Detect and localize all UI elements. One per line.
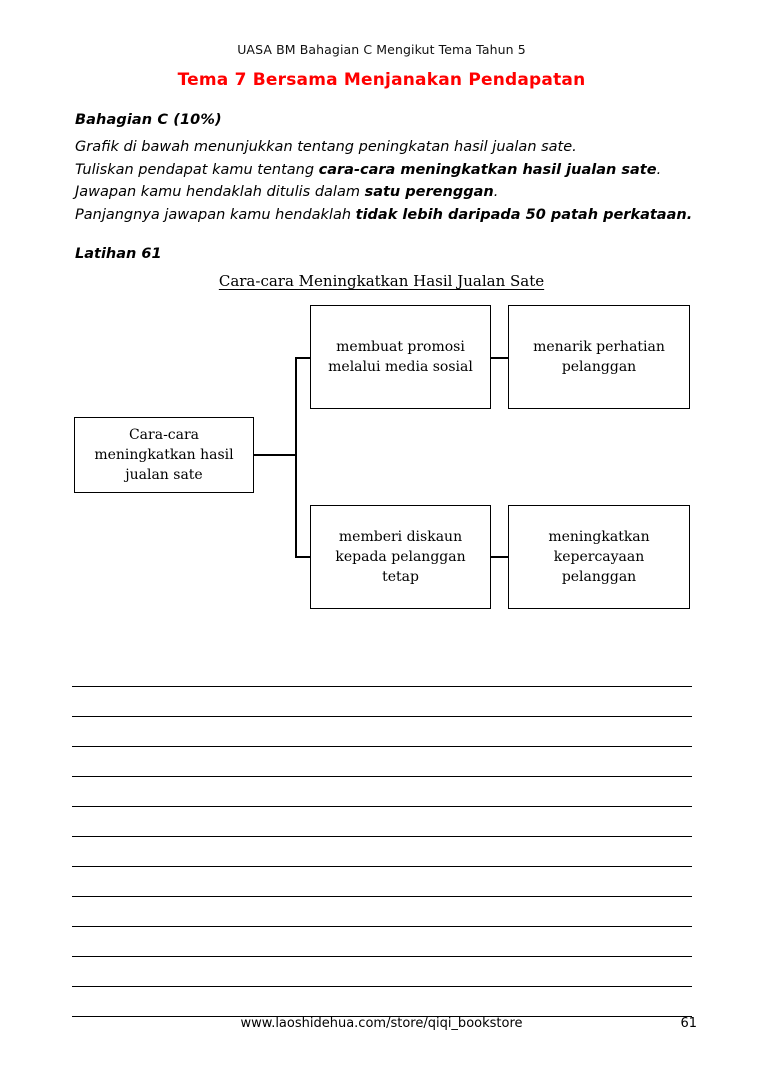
answer-line[interactable]: [72, 927, 692, 957]
running-head: UASA BM Bahagian C Mengikut Tema Tahun 5: [237, 42, 526, 57]
answer-line[interactable]: [72, 657, 692, 687]
answer-line[interactable]: [72, 777, 692, 807]
node-branch-2-effect: meningkatkan kepercayaan pelanggan: [508, 505, 690, 609]
answer-writing-area[interactable]: [72, 657, 692, 1017]
connector-branch-2-cause-to-effect: [491, 556, 509, 558]
answer-line[interactable]: [72, 867, 692, 897]
answer-line[interactable]: [72, 897, 692, 927]
instruction-line-3-emphasis: satu perenggan: [364, 184, 494, 200]
instructions-block: [75, 136, 705, 226]
connector-to-branch-2: [295, 556, 311, 558]
connector-to-branch-1: [295, 357, 311, 359]
instruction-line-4-lead: Panjangnya jawapan kamu hendaklah: [75, 206, 356, 223]
answer-line[interactable]: [72, 837, 692, 867]
diagram-title: Cara-cara Meningkatkan Hasil Jualan Sate: [218, 272, 545, 290]
instruction-line-4-emphasis: tidak lebih daripada 50 patah perkataan.: [355, 206, 693, 223]
instruction-line-3: [75, 181, 705, 204]
section-label: Bahagian C (10%): [75, 112, 222, 128]
node-branch-1-cause: membuat promosi melalui media sosial: [310, 305, 491, 409]
page-number: 61: [680, 1016, 697, 1031]
instruction-line-1: [75, 136, 705, 159]
answer-line[interactable]: [72, 807, 692, 837]
answer-line[interactable]: [72, 747, 692, 777]
instruction-line-3-tail: .: [493, 184, 499, 200]
answer-line[interactable]: [72, 687, 692, 717]
connector-root-horizontal: [254, 454, 296, 456]
instruction-line-2-tail: .: [656, 161, 662, 178]
instruction-line-4: [75, 204, 705, 227]
node-branch-1-effect: menarik perhatian pelanggan: [508, 305, 690, 409]
instruction-line-2: [75, 159, 705, 182]
connector-vertical-spine: [295, 357, 297, 557]
footer-url: www.laoshidehua.com/store/qiqi_bookstore: [240, 1016, 523, 1031]
instruction-line-2-lead: Tuliskan pendapat kamu tentang: [75, 161, 319, 178]
node-branch-2-cause: memberi diskaun kepada pelanggan tetap: [310, 505, 491, 609]
answer-line[interactable]: [72, 957, 692, 987]
exercise-label: Latihan 61: [75, 246, 162, 262]
answer-line[interactable]: [72, 717, 692, 747]
instruction-line-2-emphasis: cara-cara meningkatkan hasil jualan sate: [318, 161, 657, 178]
instruction-line-1-text: Grafik di bawah menunjukkan tentang peningkatan hasil jualan sate.: [75, 139, 577, 155]
connector-branch-1-cause-to-effect: [491, 357, 509, 359]
answer-line[interactable]: [72, 987, 692, 1017]
page-title: Tema 7 Bersama Menjanakan Pendapatan: [177, 70, 586, 90]
instruction-line-3-lead: Jawapan kamu hendaklah ditulis dalam: [75, 184, 365, 200]
node-root: Cara-cara meningkatkan hasil jualan sate: [74, 417, 254, 493]
